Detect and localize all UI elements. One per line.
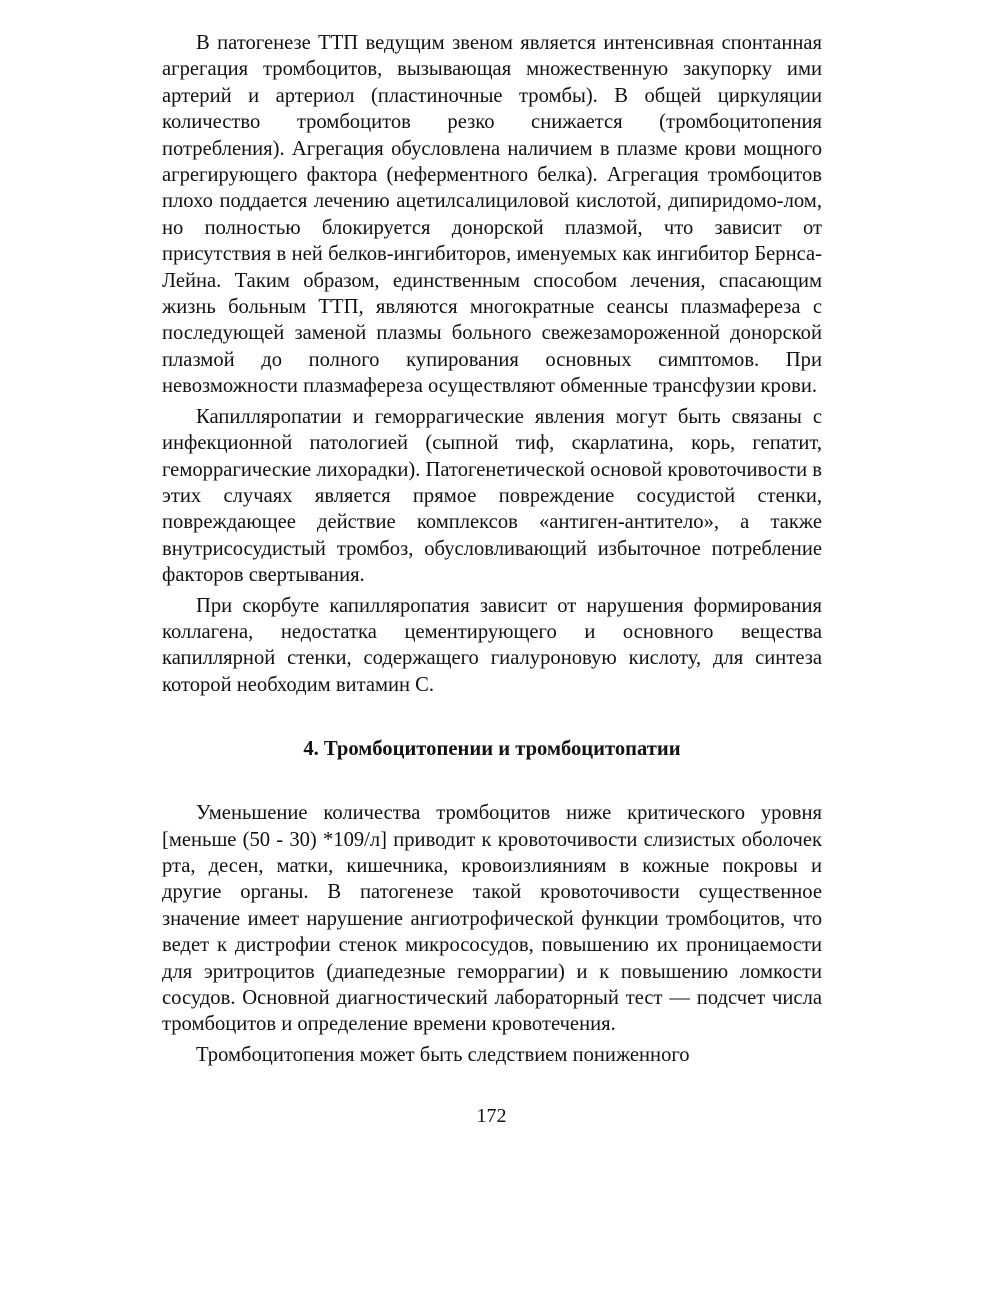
page-number: 172 bbox=[476, 1105, 507, 1127]
paragraph-ttp-pathogenesis: В патогенезе ТТП ведущим звеном является интенсивная спонтанная агрегация тромбоцитов, вызывающая множественную закупорку ими артерий и артериол (пластиночные тромбы). В общей циркуляции количество тромбоцитов резко снижается (тромбоцитопения потребления). Агрегация обусловлена наличием в плазме крови мощного агрегирующего фактора (неферментного белка). Агрегация тромбоцитов плохо поддается лечению ацетилсалициловой кислотой, дипиридомо-лом, но полностью блокируется донорской плазмой, что зависит от присутствия в ней белков-ингибиторов, именуемых как ингибитор Бернса-Лейна. Таким образом, единственным способом лечения, спасающим жизнь больным ТТП, являются многократные сеансы плазмафереза с последующей заменой плазмы больного свежезамороженной донорской плазмой до полного купирования основных симптомов. При невозможности плазмафереза осуществляют обменные трансфузии крови. bbox=[162, 32, 822, 398]
paragraph-thrombocytopenia-level: Уменьшение количества тромбоцитов ниже критического уровня [меньше (50 - 30) *109/л] приводит к кровоточивости слизистых оболочек рта, десен, матки, кишечника, кровоизлияниям в кожные покровы и другие органы. В патогенезе такой кровоточивости существенное значение имеет нарушение ангиотрофической функции тромбоцитов, что ведет к дистрофии стенок микрососудов, повышению их проницаемости для эритроцитов (диапедезные геморрагии) и к повышению ломкости сосудов. Основной диагностический лабораторный тест — подсчет числа тромбоцитов и определение времени кровотечения. bbox=[162, 802, 822, 1036]
paragraph-capillaropathies-infection: Капилляропатии и геморрагические явления могут быть связаны с инфекционной патологией (сыпной тиф, скарлатина, корь, гепатит, геморрагические лихорадки). Патогенетической основой кровоточивости в этих случаях является прямое повреждение сосудистой стенки, повреждающее действие комплексов «антиген-антитело», а также внутрисосудистый тромбоз, обусловливающий избыточное потребление факторов свертывания. bbox=[162, 405, 822, 587]
paragraph-scurvy: При скорбуте капилляропатия зависит от нарушения формирования коллагена, недостатка цементирующего и основного вещества капиллярной стенки, содержащего гиалуроновую кислоту, для синтеза которой необходим витамин С. bbox=[162, 594, 822, 696]
page-body bbox=[162, 30, 822, 1068]
section-heading: 4. Тромбоцитопении и тромбоцитопатии bbox=[303, 738, 681, 761]
paragraph-thrombocytopenia-causes: Тромбоцитопения может быть следствием пониженного bbox=[196, 1043, 690, 1066]
